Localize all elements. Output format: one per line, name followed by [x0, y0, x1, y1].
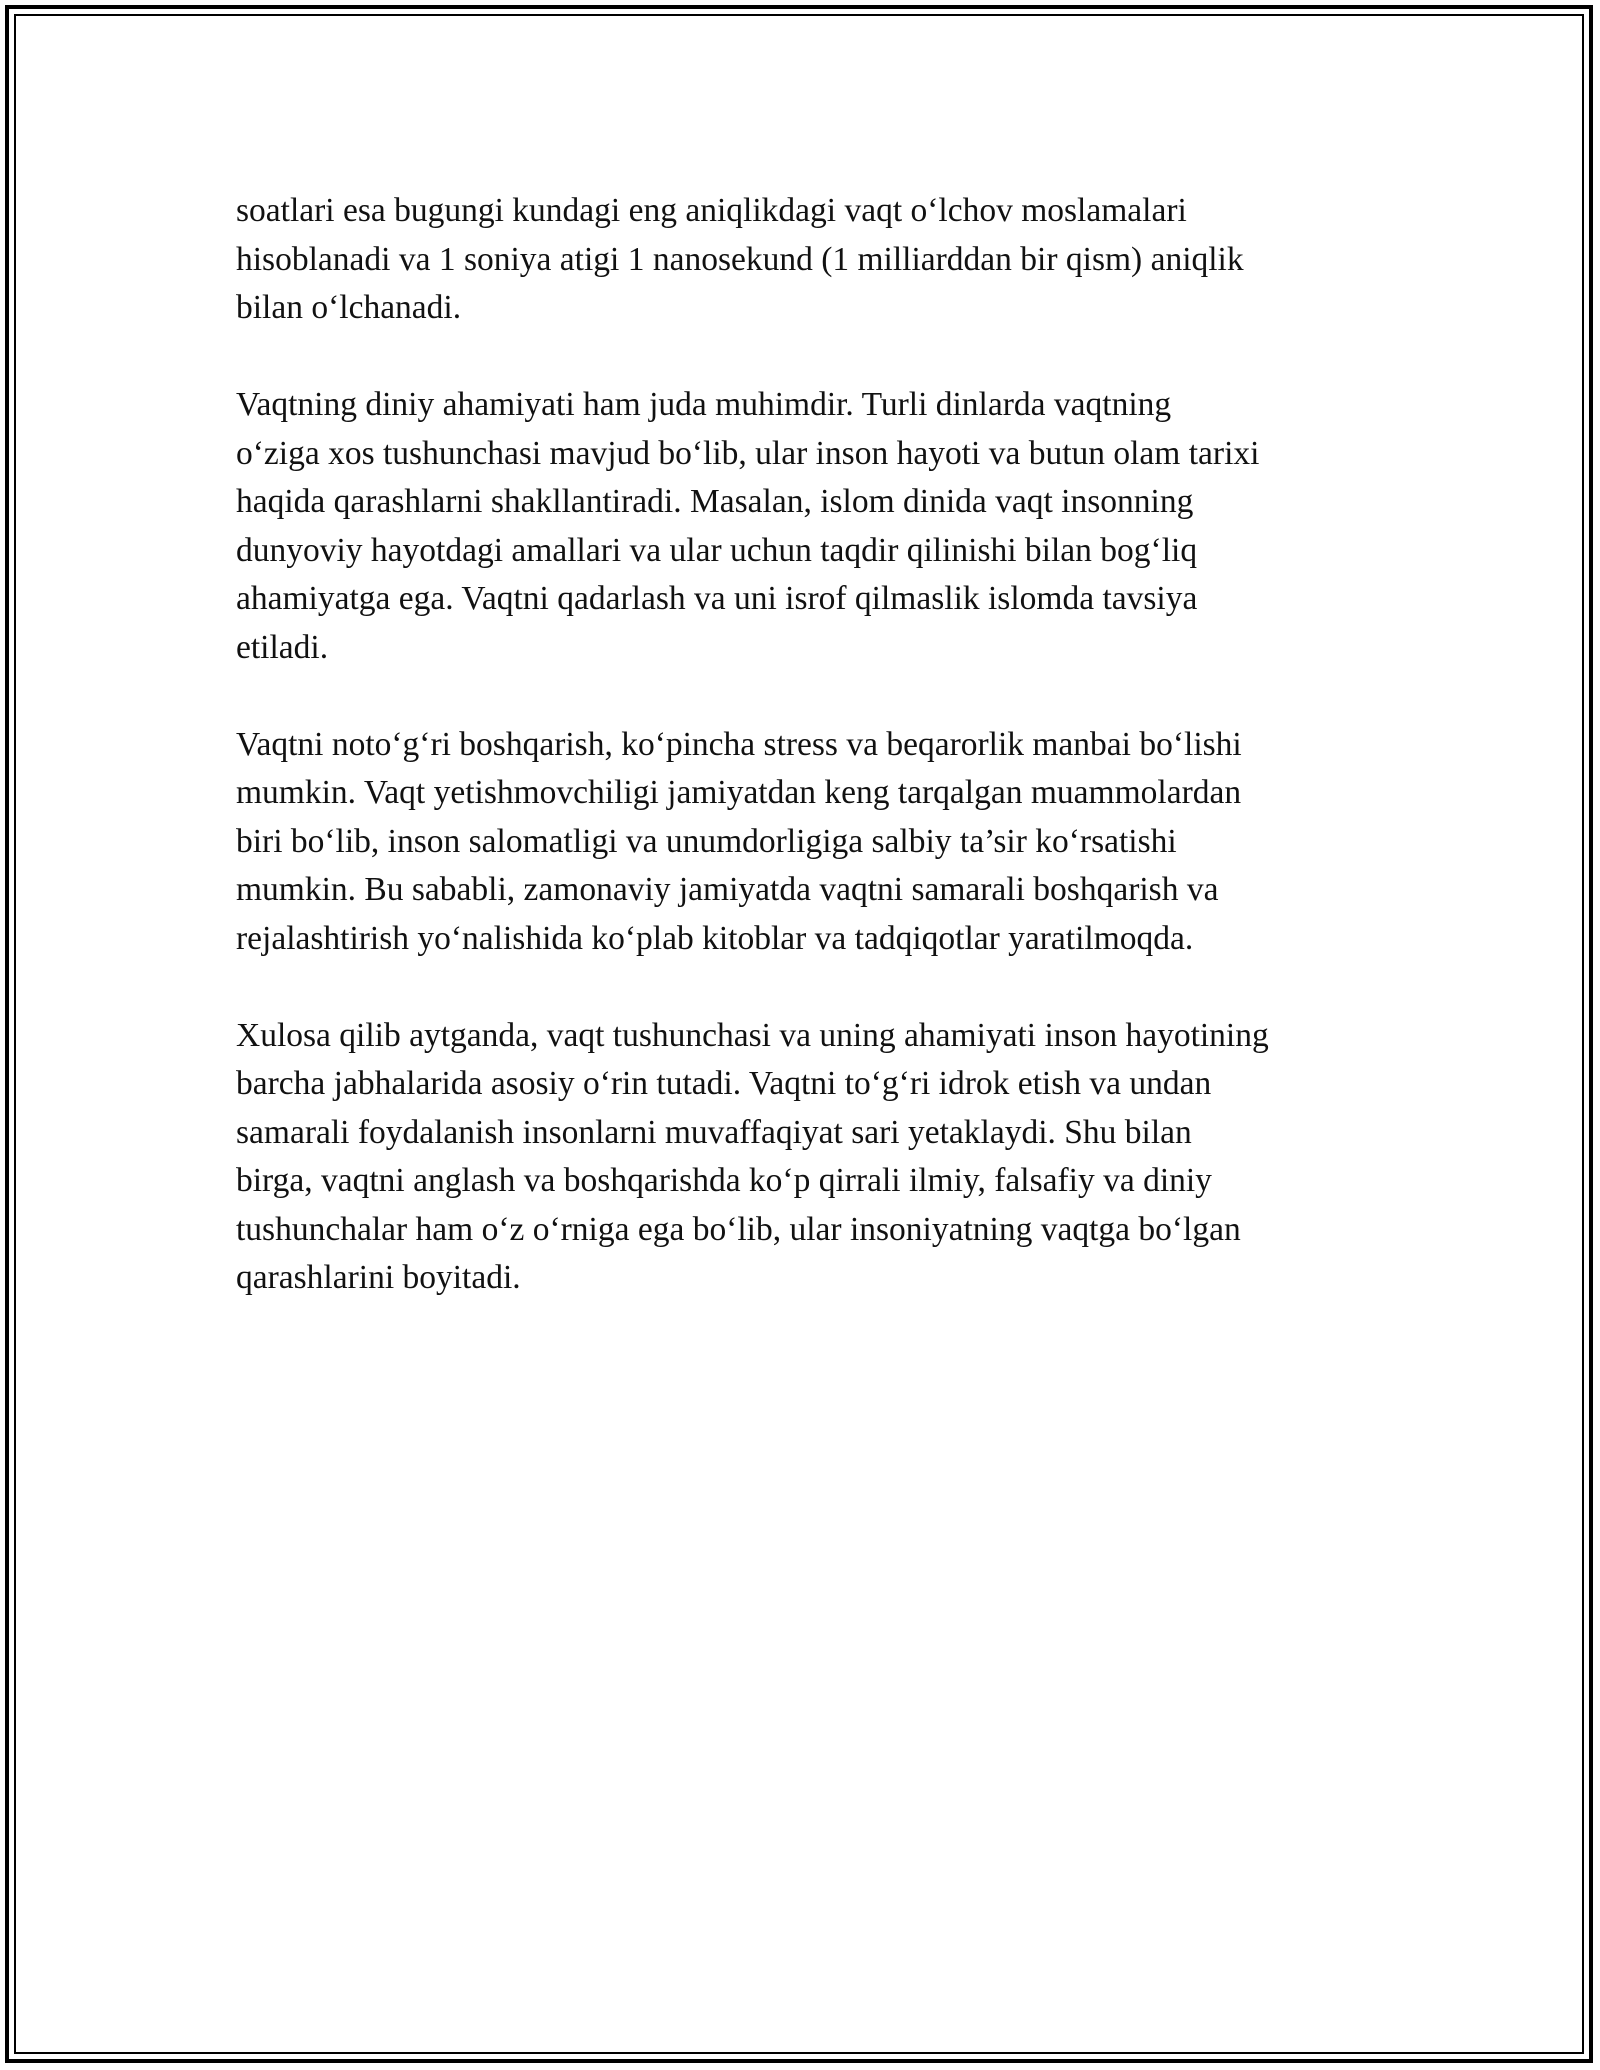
text-line: rejalashtirish yo‘nalishida ko‘plab kitoblar va tadqiqotlar yaratilmoqda. [236, 919, 1194, 957]
paragraph-1 [236, 187, 1386, 333]
text-line: qarashlarini boyitadi. [236, 1259, 521, 1296]
text-line: o‘ziga xos tushunchasi mavjud bo‘lib, ular inson hayoti va butun olam tarixi [236, 434, 1260, 472]
text-line: soatlari esa bugungi kundagi eng aniqlikdagi vaqt o‘lchov moslamalari [236, 192, 1187, 229]
text-line: Xulosa qilib aytganda, vaqt tushunchasi va uning ahamiyati inson hayotining [236, 1016, 1269, 1054]
text-line: biri bo‘lib, inson salomatligi va unumdorligiga salbiy ta’sir ko‘rsatishi [236, 822, 1177, 860]
text-line: Vaqtning diniy ahamiyati ham juda muhimdir. Turli dinlarda vaqtning [236, 386, 1172, 423]
text-line: barcha jabhalarida asosiy o‘rin tutadi. Vaqtni to‘g‘ri idrok etish va undan [236, 1065, 1212, 1102]
paragraph-2 [236, 381, 1386, 672]
document-body [236, 187, 1386, 1351]
text-line: haqida qarashlarni shakllantiradi. Masalan, islom dinida vaqt insonning [236, 483, 1194, 520]
text-line: samarali foydalanish insonlarni muvaffaqiyat sari yetaklaydi. Shu bilan [236, 1113, 1192, 1151]
text-line: Vaqtni noto‘g‘ri boshqarish, ko‘pincha stress va beqarorlik manbai bo‘lishi [236, 725, 1242, 763]
text-line: bilan o‘lchanadi. [236, 289, 462, 326]
text-line: mumkin. Bu sababli, zamonaviy jamiyatda vaqtni samarali boshqarish va [236, 871, 1219, 908]
text-line: ahamiyatga ega. Vaqtni qadarlash va uni isrof qilmaslik islomda tavsiya [236, 580, 1198, 617]
text-line: etiladi. [236, 628, 329, 666]
text-line: birga, vaqtni anglash va boshqarishda ko‘p qirrali ilmiy, falsafiy va diniy [236, 1162, 1212, 1199]
text-line: dunyoviy hayotdagi amallari va ular uchun taqdir qilinishi bilan bog‘liq [236, 531, 1198, 569]
text-line: tushunchalar ham o‘z o‘rniga ega bo‘lib, ular insoniyatning vaqtga bo‘lgan [236, 1210, 1241, 1248]
text-line: mumkin. Vaqt yetishmovchiligi jamiyatdan keng tarqalgan muammolardan [236, 774, 1242, 811]
paragraph-4 [236, 1012, 1386, 1303]
text-line: hisoblanadi va 1 soniya atigi 1 nanosekund (1 milliarddan bir qism) aniqlik [236, 240, 1244, 278]
paragraph-3 [236, 721, 1386, 964]
